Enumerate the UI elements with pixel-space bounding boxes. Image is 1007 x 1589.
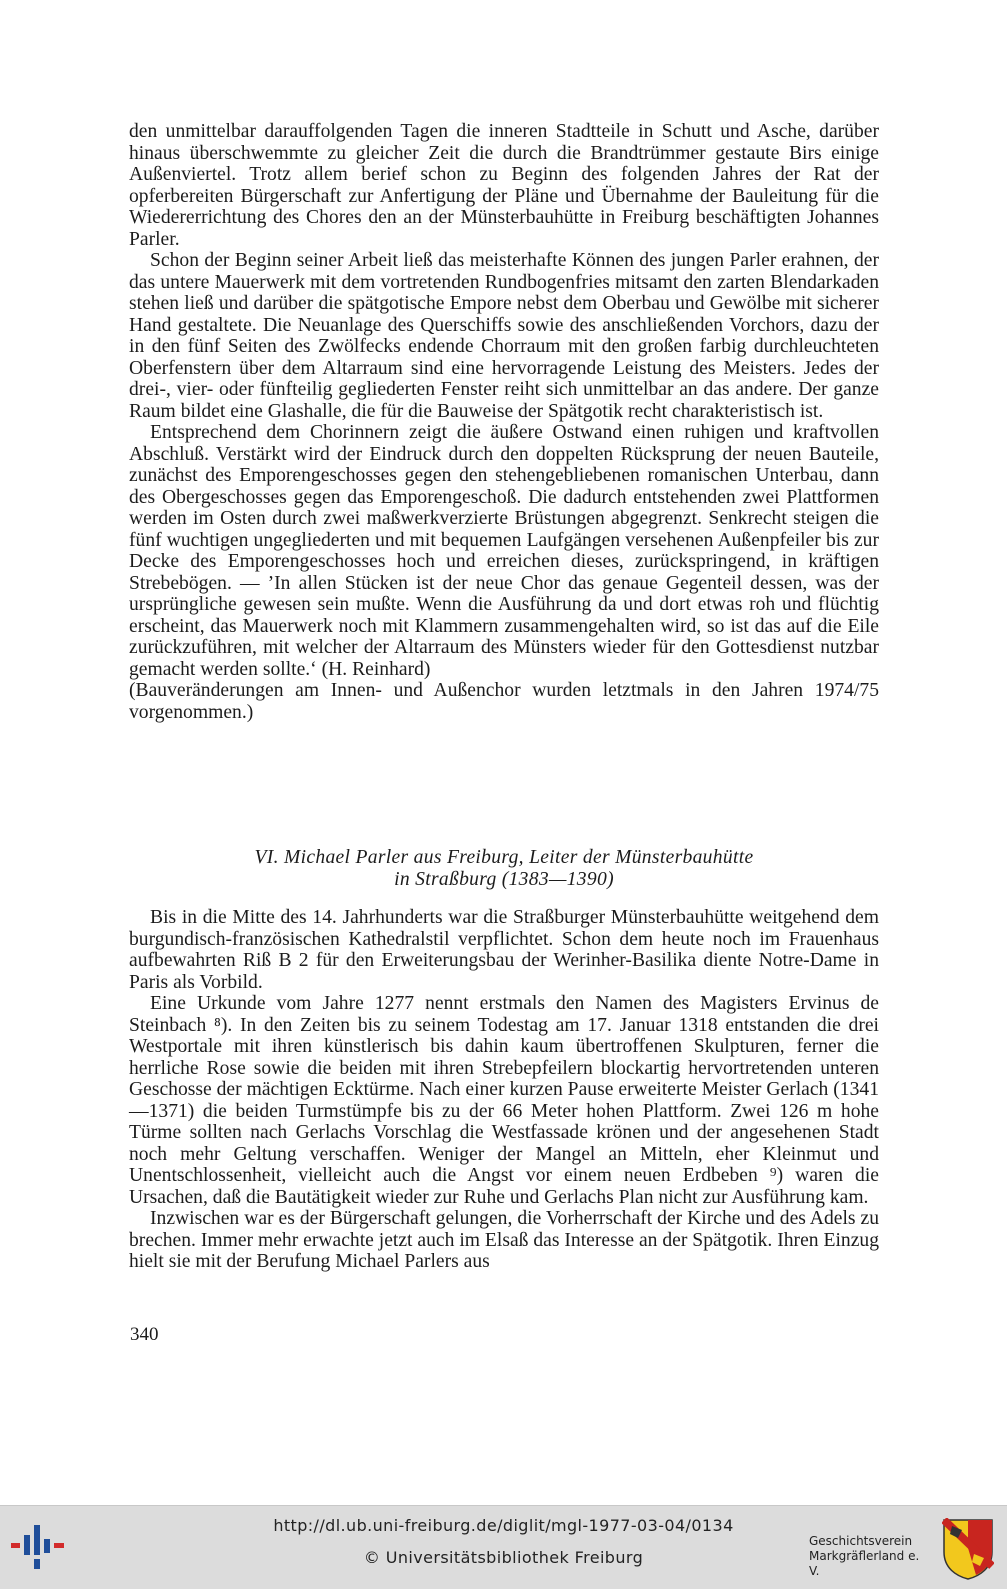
org-name-line: Markgräflerland e. V. [809, 1549, 920, 1578]
org-name-line: Geschichtsverein [809, 1534, 913, 1548]
footer-bar [0, 1505, 1007, 1589]
paragraph: Entsprechend dem Chorinnern zeigt die äußere Ostwand einen ruhigen und kraftvollen Abschluß. Verstärkt wird der Eindruck durch den doppelten Rücksprung der neuen Bauteile, zunächst des Emporengeschosses gegen den stehengebliebenen romanischen Unterbau, dann des Obergeschosses gegen das Emporengeschoß. Die dadurch entstehenden zwei Plattformen werden im Osten durch zwei maßwerkverzierte Brüstungen abgegrenzt. Senkrecht steigen die fünf wuchtigen ungegliederten und mit bequemen Laufgängen versehenen Außenpfeiler bis zur Decke des Emporengeschosses hoch und erreichen dieses, zurückspringend, in kräftigen Strebebögen. — ’In allen Stücken ist der neue Chor das genaue Gegenteil dessen, was der ursprüngliche gewesen sein mußte. Wenn die Ausführung da und dort etwas roh und flüchtig erscheint, das Mauerwerk noch mit Klammern zusammengehalten wird, so ist das auf die Eile zurückzuführen, mit welcher der Altarraum des Münsters wieder für den Gottesdienst nutzbar gemacht werden sollte.‘ (H. Reinhard) [129, 422, 879, 680]
footer-copyright: © Universitätsbibliothek Freiburg [363, 1548, 644, 1567]
page-number: 340 [130, 1324, 159, 1345]
paragraph: den unmittelbar darauffolgenden Tagen die inneren Stadtteile in Schutt und Asche, darüber hinaus überschwemmte zu gleicher Zeit die durch die Brandtrümmer gestaute Birs einige Außenviertel. Trotz allem berief schon zu Beginn des folgenden Jahres der Rat der opferbereiten Bürgerschaft zur Anfertigung der Pläne und Übernahme der Bauleitung für die Wiedererrichtung des Chores den an der Münsterbauhütte in Freiburg beschäftigten Johannes Parler. [129, 121, 879, 250]
body-text-bottom [129, 907, 879, 1273]
section-heading [129, 847, 879, 890]
paragraph: Schon der Beginn seiner Arbeit ließ das meisterhafte Können des jungen Parler erahnen, der das untere Mauerwerk mit dem vortretenden Rundbogenfries mitsamt den zarten Blendarkaden stehen ließ und darüber die spätgotische Empore nebst dem Oberbau und Gewölbe mit sicherer Hand gestaltete. Die Neuanlage des Querschiffs sowie des anschließenden Vorchors, dazu der in den fünf Seiten des Zwölfecks endende Chorraum mit den großen farbig durchleuchteten Oberfenstern über dem Altarraum sind eine hervorragende Leistung des Meisters. Jedes der drei-, vier- oder fünfteilig gegliederten Fenster reiht sich unmittelbar an das andere. Der ganze Raum bildet eine Glashalle, die für die Bauweise der Spätgotik recht charakteristisch ist. [129, 250, 879, 422]
body-text-top [129, 121, 879, 723]
coat-of-arms-icon [942, 1518, 994, 1580]
paragraph: Bis in die Mitte des 14. Jahrhunderts war die Straßburger Münsterbauhütte weitgehend dem burgundisch-französischen Kathedralstil verpflichtet. Schon dem heute noch im Frauenhaus aufbewahrten Riß B 2 für den Erweiterungsbau der Werinher-Basilika diente Notre-Dame in Paris als Vorbild. [129, 907, 879, 993]
heading-line: VI. Michael Parler aus Freiburg, Leiter der Münsterbauhütte [254, 847, 754, 868]
heading-line: in Straßburg (1383—1390) [394, 868, 614, 890]
footer-organization [809, 1534, 931, 1579]
paragraph: (Bauveränderungen am Innen- und Außenchor wurden letztmals in den Jahren 1974/75 vorgenommen.) [129, 680, 879, 723]
footer-url-link[interactable]: http://dl.ub.uni-freiburg.de/diglit/mgl-1977-03-04/0134 [273, 1516, 734, 1535]
paragraph: Eine Urkunde vom Jahre 1277 nennt erstmals den Namen des Magisters Ervinus de Steinbach ⁸). In den Zeiten bis zu seinem Todestag am 17. Januar 1318 entstanden die drei Westportale mit ihren künstlerisch bis dahin kaum übertroffenen Skulpturen, ferner die herrliche Rose sowie die beiden mit ihren Strebepfeilern blockartig hervortretenden unteren Geschosse der mächtigen Ecktürme. Nach einer kurzen Pause erweiterte Meister Gerlach (1341—1371) die beiden Turmstümpfe bis zu der 66 Meter hohen Plattform. Zwei 126 m hohe Türme sollten nach Gerlachs Vorschlag die Westfassade krönen und der angesehenen Stadt noch mehr Geltung verschaffen. Weniger der Mangel an Mitteln, eher Kleinmut und Unentschlossenheit, vielleicht auch die Angst vor einem neuen Erdbeben ⁹) waren die Ursachen, daß die Bautätigkeit wieder zur Ruhe und Gerlachs Plan nicht zur Ausführung kam. [129, 993, 879, 1208]
paragraph: Inzwischen war es der Bürgerschaft gelungen, die Vorherrschaft der Kirche und des Adels zu brechen. Immer mehr erwachte jetzt auch im Elsaß das Interesse an der Spätgotik. Ihren Einzug hielt sie mit der Berufung Michael Parlers aus [129, 1208, 879, 1272]
